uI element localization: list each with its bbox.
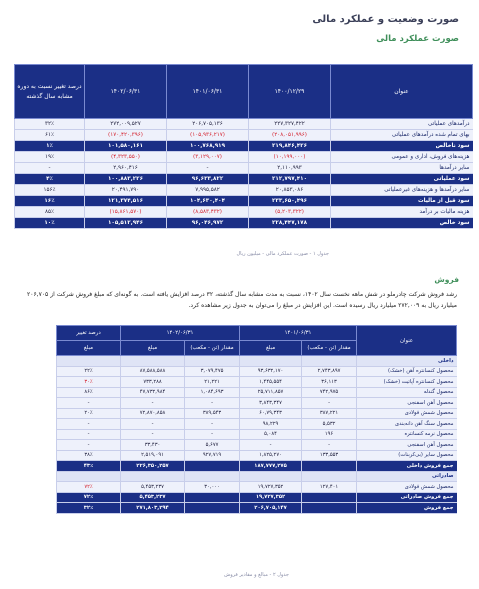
performance-row [15, 185, 473, 196]
table1-caption: جدول ۱ - صورت عملکرد مالی - میلیون ریال [236, 251, 329, 257]
empty-cell [302, 492, 357, 503]
change-pct: ۳۰٪ [57, 377, 121, 388]
row-label: هزینه‌های فروش، اداری و عمومی [331, 152, 473, 163]
qty-1401: ۳۸۷,۲۲۱ [302, 408, 357, 419]
value-change: - [15, 163, 85, 174]
change-pct: - [57, 419, 121, 430]
col-header-1400: ۱۴۰۰/۱۲/۲۹ [249, 65, 331, 119]
sales-row [57, 482, 457, 493]
performance-row [15, 130, 473, 141]
empty-cell [240, 356, 302, 367]
change-pct: - [57, 440, 121, 451]
col-header-title: عنوان [331, 65, 473, 119]
value-1402: (۱۵,۸۶۱,۵۷۰) [85, 207, 167, 218]
empty-cell [121, 471, 185, 482]
sales-col-change: درصد تغییر [57, 326, 121, 341]
sales-row [57, 408, 457, 419]
qty-1401: ۱۹۶ [302, 429, 357, 440]
amount-1401: ۶۰,۷۹,۳۴۳ [240, 408, 302, 419]
total-domestic [57, 461, 457, 472]
empty-cell [185, 503, 240, 514]
row-label: سود عملیاتی [331, 174, 473, 185]
value-change: ۳۲٪ [15, 119, 85, 130]
value-1400: ۲۱۲,۷۹۷,۴۱۰ [249, 174, 331, 185]
sales-row-label: محصول سایر (بی‌کربنات) [357, 450, 457, 461]
performance-row [15, 174, 473, 185]
sales-row [57, 429, 457, 440]
amount-1402: ۳۳,۴۳۰ [121, 440, 185, 451]
table2-caption: جدول ۲ - مبالغ و مقادیر فروش [224, 572, 289, 578]
amount-1401: - [240, 440, 302, 451]
qty-1402: - [185, 398, 240, 409]
qty-1401: - [302, 398, 357, 409]
amount-1402: ۸۷,۵۸۸,۵۸۸ [121, 366, 185, 377]
performance-row [15, 163, 473, 174]
total-export-1401: ۱۹,۷۲۷,۳۵۲ [240, 492, 302, 503]
total-sales-label: جمع فروش [357, 503, 457, 514]
value-change: ۸۵٪ [15, 207, 85, 218]
col-header-1402: ۱۴۰۲/۰۶/۳۱ [85, 65, 167, 119]
sales-table [56, 325, 457, 514]
value-change: ۱٪ [15, 141, 85, 152]
amount-1402: ۴۷,۷۳۲,۹۸۴ [121, 387, 185, 398]
empty-cell [185, 471, 240, 482]
sales-row [57, 377, 457, 388]
row-label: سایر درآمدها و هزینه‌های غیرعملیاتی [331, 185, 473, 196]
col-header-change: درصد تغییر نسبت به دوره مشابه سال گذشته [15, 65, 85, 119]
amount-1402: - [121, 398, 185, 409]
total-domestic-change: ۴۳٪ [57, 461, 121, 472]
sales-sub-amount-1402: مبلغ [121, 341, 185, 356]
qty-1402: ۹۲۷,۷۱۹ [185, 450, 240, 461]
empty-cell [121, 356, 185, 367]
qty-1402: ۳,۰۷۹,۴۷۵ [185, 366, 240, 377]
sales-row-label: محصول گندله [357, 387, 457, 398]
performance-table [14, 64, 473, 229]
sales-col-1401: ۱۴۰۱/۰۶/۳۱ [240, 326, 357, 341]
sales-row-label: محصول آهن اسفنجی [357, 440, 457, 451]
amount-1401: ۱,۸۲۵,۲۷۰ [240, 450, 302, 461]
row-label: سایر درآمدها [331, 163, 473, 174]
value-1400: ۲۰,۸۵۳,۰۸۶ [249, 185, 331, 196]
value-1401: (۱۰۵,۹۳۶,۲۱۷) [167, 130, 249, 141]
sales-sub-change: مبلغ [57, 341, 121, 356]
sales-row-label: محصول نرمه کنسانتره [357, 429, 457, 440]
sales-sub-qty-1402: مقدار (تن - مکعب) [185, 341, 240, 356]
sales-row-label: محصول کنسانتره آپاتیت (خشک) [357, 377, 457, 388]
sales-row [57, 440, 457, 451]
sales-section-title: فروش [434, 275, 459, 284]
empty-cell [302, 471, 357, 482]
sales-row [57, 398, 457, 409]
change-pct: ۳۸٪ [57, 450, 121, 461]
section-domestic-label: داخلی [357, 356, 457, 367]
qty-1402: ۳۰,۰۰۰ [185, 482, 240, 493]
amount-1402: ۷۲,۸۷۰,۸۵۸ [121, 408, 185, 419]
empty-cell [240, 471, 302, 482]
value-change: ۱۶٪ [15, 196, 85, 207]
value-1400: ۲۱۹,۸۴۶,۴۲۶ [249, 141, 331, 152]
total-domestic-1401: ۱۸۷,۷۷۷,۲۷۵ [240, 461, 302, 472]
amount-1402: ۲,۵۱۹,۰۹۱ [121, 450, 185, 461]
value-1400: ۲۲۸,۴۴۷,۱۷۸ [249, 218, 331, 229]
qty-1401: ۲,۷۴۳,۸۹۷ [302, 366, 357, 377]
value-1402: ۱۰۰,۸۸۳,۲۲۶ [85, 174, 167, 185]
amount-1401: ۳,۸۴۳,۳۴۷ [240, 398, 302, 409]
value-1402: (۱۷۰,۴۲۰,۳۹۶) [85, 130, 167, 141]
qty-1402: ۱,۰۸۴,۶۹۳ [185, 387, 240, 398]
qty-1402: ۳۸۹,۵۴۳ [185, 408, 240, 419]
qty-1401: ۳۶,۱۱۳ [302, 377, 357, 388]
sales-row-label: محصول شمش فولادی [357, 482, 457, 493]
value-1402: (۴,۳۲۳,۵۵۰) [85, 152, 167, 163]
value-1401: ۱۰۴,۶۳۰,۴۰۴ [167, 196, 249, 207]
col-header-1401: ۱۴۰۱/۰۶/۳۱ [167, 65, 249, 119]
total-export [57, 492, 457, 503]
qty-1402: ۵,۶۷۷ [185, 440, 240, 451]
change-pct: ۲۲٪ [57, 366, 121, 377]
value-change: ۶۱٪ [15, 130, 85, 141]
qty-1402: ۲۱,۲۲۱ [185, 377, 240, 388]
value-change: ۱۹٪ [15, 152, 85, 163]
total-sales [57, 503, 457, 514]
amount-1402: ۷۳۳,۲۸۸ [121, 377, 185, 388]
change-pct: ۲۰٪ [57, 408, 121, 419]
qty-1401: ۵,۵۳۲ [302, 419, 357, 430]
total-domestic-label: جمع فروش داخلی [357, 461, 457, 472]
sales-row-label: محصول سنگ آهن دانه‌بندی [357, 419, 457, 430]
change-pct: ۷۲٪ [57, 482, 121, 493]
value-1401: ۷,۹۹۵,۵۸۲ [167, 185, 249, 196]
value-1401: - [167, 163, 249, 174]
section-export [57, 471, 457, 482]
total-export-1402: ۵,۴۵۳,۲۳۷ [121, 492, 185, 503]
performance-row [15, 207, 473, 218]
value-1402: ۱۰۱,۵۸۰,۱۶۱ [85, 141, 167, 152]
sales-row [57, 450, 457, 461]
empty-cell [185, 356, 240, 367]
qty-1401: - [302, 440, 357, 451]
amount-1401: ۲۵,۷۱۱,۸۵۷ [240, 387, 302, 398]
amount-1401: ۱,۴۴۵,۵۵۴ [240, 377, 302, 388]
empty-cell [302, 503, 357, 514]
value-1401: (۸,۵۸۳,۴۳۲) [167, 207, 249, 218]
value-1400: (۱۰,۱۹۹,۰۰۰) [249, 152, 331, 163]
sales-row-label: محصول آهن اسفنجی [357, 398, 457, 409]
performance-row [15, 218, 473, 229]
sales-row [57, 387, 457, 398]
value-1401: ۹۶,۶۳۳,۸۲۲ [167, 174, 249, 185]
amount-1402: - [121, 419, 185, 430]
empty-cell [302, 461, 357, 472]
amount-1402: ۵,۴۵۳,۲۳۷ [121, 482, 185, 493]
sales-sub-amount-1401: مبلغ [240, 341, 302, 356]
total-sales-change: ۳۲٪ [57, 503, 121, 514]
qty-1402: - [185, 429, 240, 440]
total-export-change: ۷۲٪ [57, 492, 121, 503]
sales-row [57, 366, 457, 377]
page-title: صورت وضعیت و عملکرد مالی [312, 14, 459, 25]
performance-row [15, 141, 473, 152]
value-change: ۱۰٪ [15, 218, 85, 229]
value-1400: ۲,۱۱۰,۹۹۳ [249, 163, 331, 174]
empty-cell [185, 492, 240, 503]
total-sales-1402: ۲۷۱,۸۰۳,۲۹۴ [121, 503, 185, 514]
amount-1401: ۵,۰۸۴ [240, 429, 302, 440]
empty-cell [185, 461, 240, 472]
empty-cell [57, 471, 121, 482]
sales-col-1402: ۱۴۰۲/۰۶/۳۱ [121, 326, 240, 341]
value-1402: ۲۷۲,۰۰۹,۵۲۷ [85, 119, 167, 130]
value-1401: ۱۰۰,۷۶۸,۹۱۹ [167, 141, 249, 152]
change-pct: - [57, 398, 121, 409]
sales-table-group-header [57, 326, 457, 341]
sales-paragraph: رشد فروش شرکت چادرملو در شش ماهه نخست سال ۱۴۰۲، نسبت به مدت مشابه سال گذشته، ۳۲ درصد افزایش یافته است. به گونه‌ای که مبلغ فروش شرکت از ۲۰۶,۷۰۵ میلیارد ریال به ۲۷۲,۰۰۹ میلیارد ریال رسیده است. این افزایش در مبلغ را می‌توان به جدول زیر مشاهده کرد. [27, 291, 458, 309]
section-export-label: صادراتی [357, 471, 457, 482]
empty-cell [57, 356, 121, 367]
section-domestic [57, 356, 457, 367]
total-sales-1401: ۲۰۶,۷۰۵,۱۴۷ [240, 503, 302, 514]
qty-1402: - [185, 419, 240, 430]
qty-1401: ۷۴۲,۹۷۵ [302, 387, 357, 398]
sales-row [57, 419, 457, 430]
performance-row [15, 152, 473, 163]
value-1402: ۲۰,۴۹۱,۷۹۰ [85, 185, 167, 196]
value-1402: ۲,۹۶۰,۴۱۶ [85, 163, 167, 174]
total-domestic-1402: ۲۲۶,۳۵۰,۲۵۷ [121, 461, 185, 472]
value-1401: (۳,۱۲۹,۰۰۷) [167, 152, 249, 163]
sales-row-label: محصول کنسانتره آهن (خشک) [357, 366, 457, 377]
amount-1401: ۹۳,۶۳۲,۱۷۰ [240, 366, 302, 377]
page-subtitle: صورت عملکرد مالی [376, 34, 459, 44]
qty-1401: ۱۲۷,۴۰۱ [302, 482, 357, 493]
row-label: درآمدهای عملیاتی [331, 119, 473, 130]
value-1400: ۲۳۳,۶۵۰,۴۹۶ [249, 196, 331, 207]
value-1401: ۹۶,۰۴۶,۹۷۲ [167, 218, 249, 229]
row-label: سود قبل از مالیات [331, 196, 473, 207]
performance-row [15, 119, 473, 130]
value-1402: ۱۲۱,۳۷۴,۵۱۶ [85, 196, 167, 207]
value-change: ۱۵۶٪ [15, 185, 85, 196]
total-export-label: جمع فروش صادراتی [357, 492, 457, 503]
row-label: سود ناخالص [331, 141, 473, 152]
value-1400: (۲۰۸,۰۵۱,۹۹۶) [249, 130, 331, 141]
amount-1401: ۹۸,۲۲۹ [240, 419, 302, 430]
empty-cell [302, 356, 357, 367]
qty-1401: ۱۳۳,۵۵۳ [302, 450, 357, 461]
performance-table-header [15, 65, 473, 119]
amount-1401: ۱۹,۷۲۷,۳۵۲ [240, 482, 302, 493]
performance-row [15, 196, 473, 207]
sales-row-label: محصول شمش فولادی [357, 408, 457, 419]
change-pct: - [57, 429, 121, 440]
value-1400: (۵,۲۰۳,۳۲۲) [249, 207, 331, 218]
value-1402: ۱۰۵,۵۱۲,۹۴۶ [85, 218, 167, 229]
row-label: سود خالص [331, 218, 473, 229]
value-1401: ۲۰۶,۷۰۵,۱۳۶ [167, 119, 249, 130]
row-label: بهای تمام شده درآمدهای عملیاتی [331, 130, 473, 141]
sales-col-title: عنوان [357, 326, 457, 356]
sales-sub-qty-1401: مقدار (تن - مکعب) [302, 341, 357, 356]
amount-1402: - [121, 429, 185, 440]
value-change: ۴٪ [15, 174, 85, 185]
change-pct: ۸۶٪ [57, 387, 121, 398]
value-1400: ۲۲۷,۳۲۷,۴۲۲ [249, 119, 331, 130]
row-label: هزینه مالیات بر درآمد [331, 207, 473, 218]
